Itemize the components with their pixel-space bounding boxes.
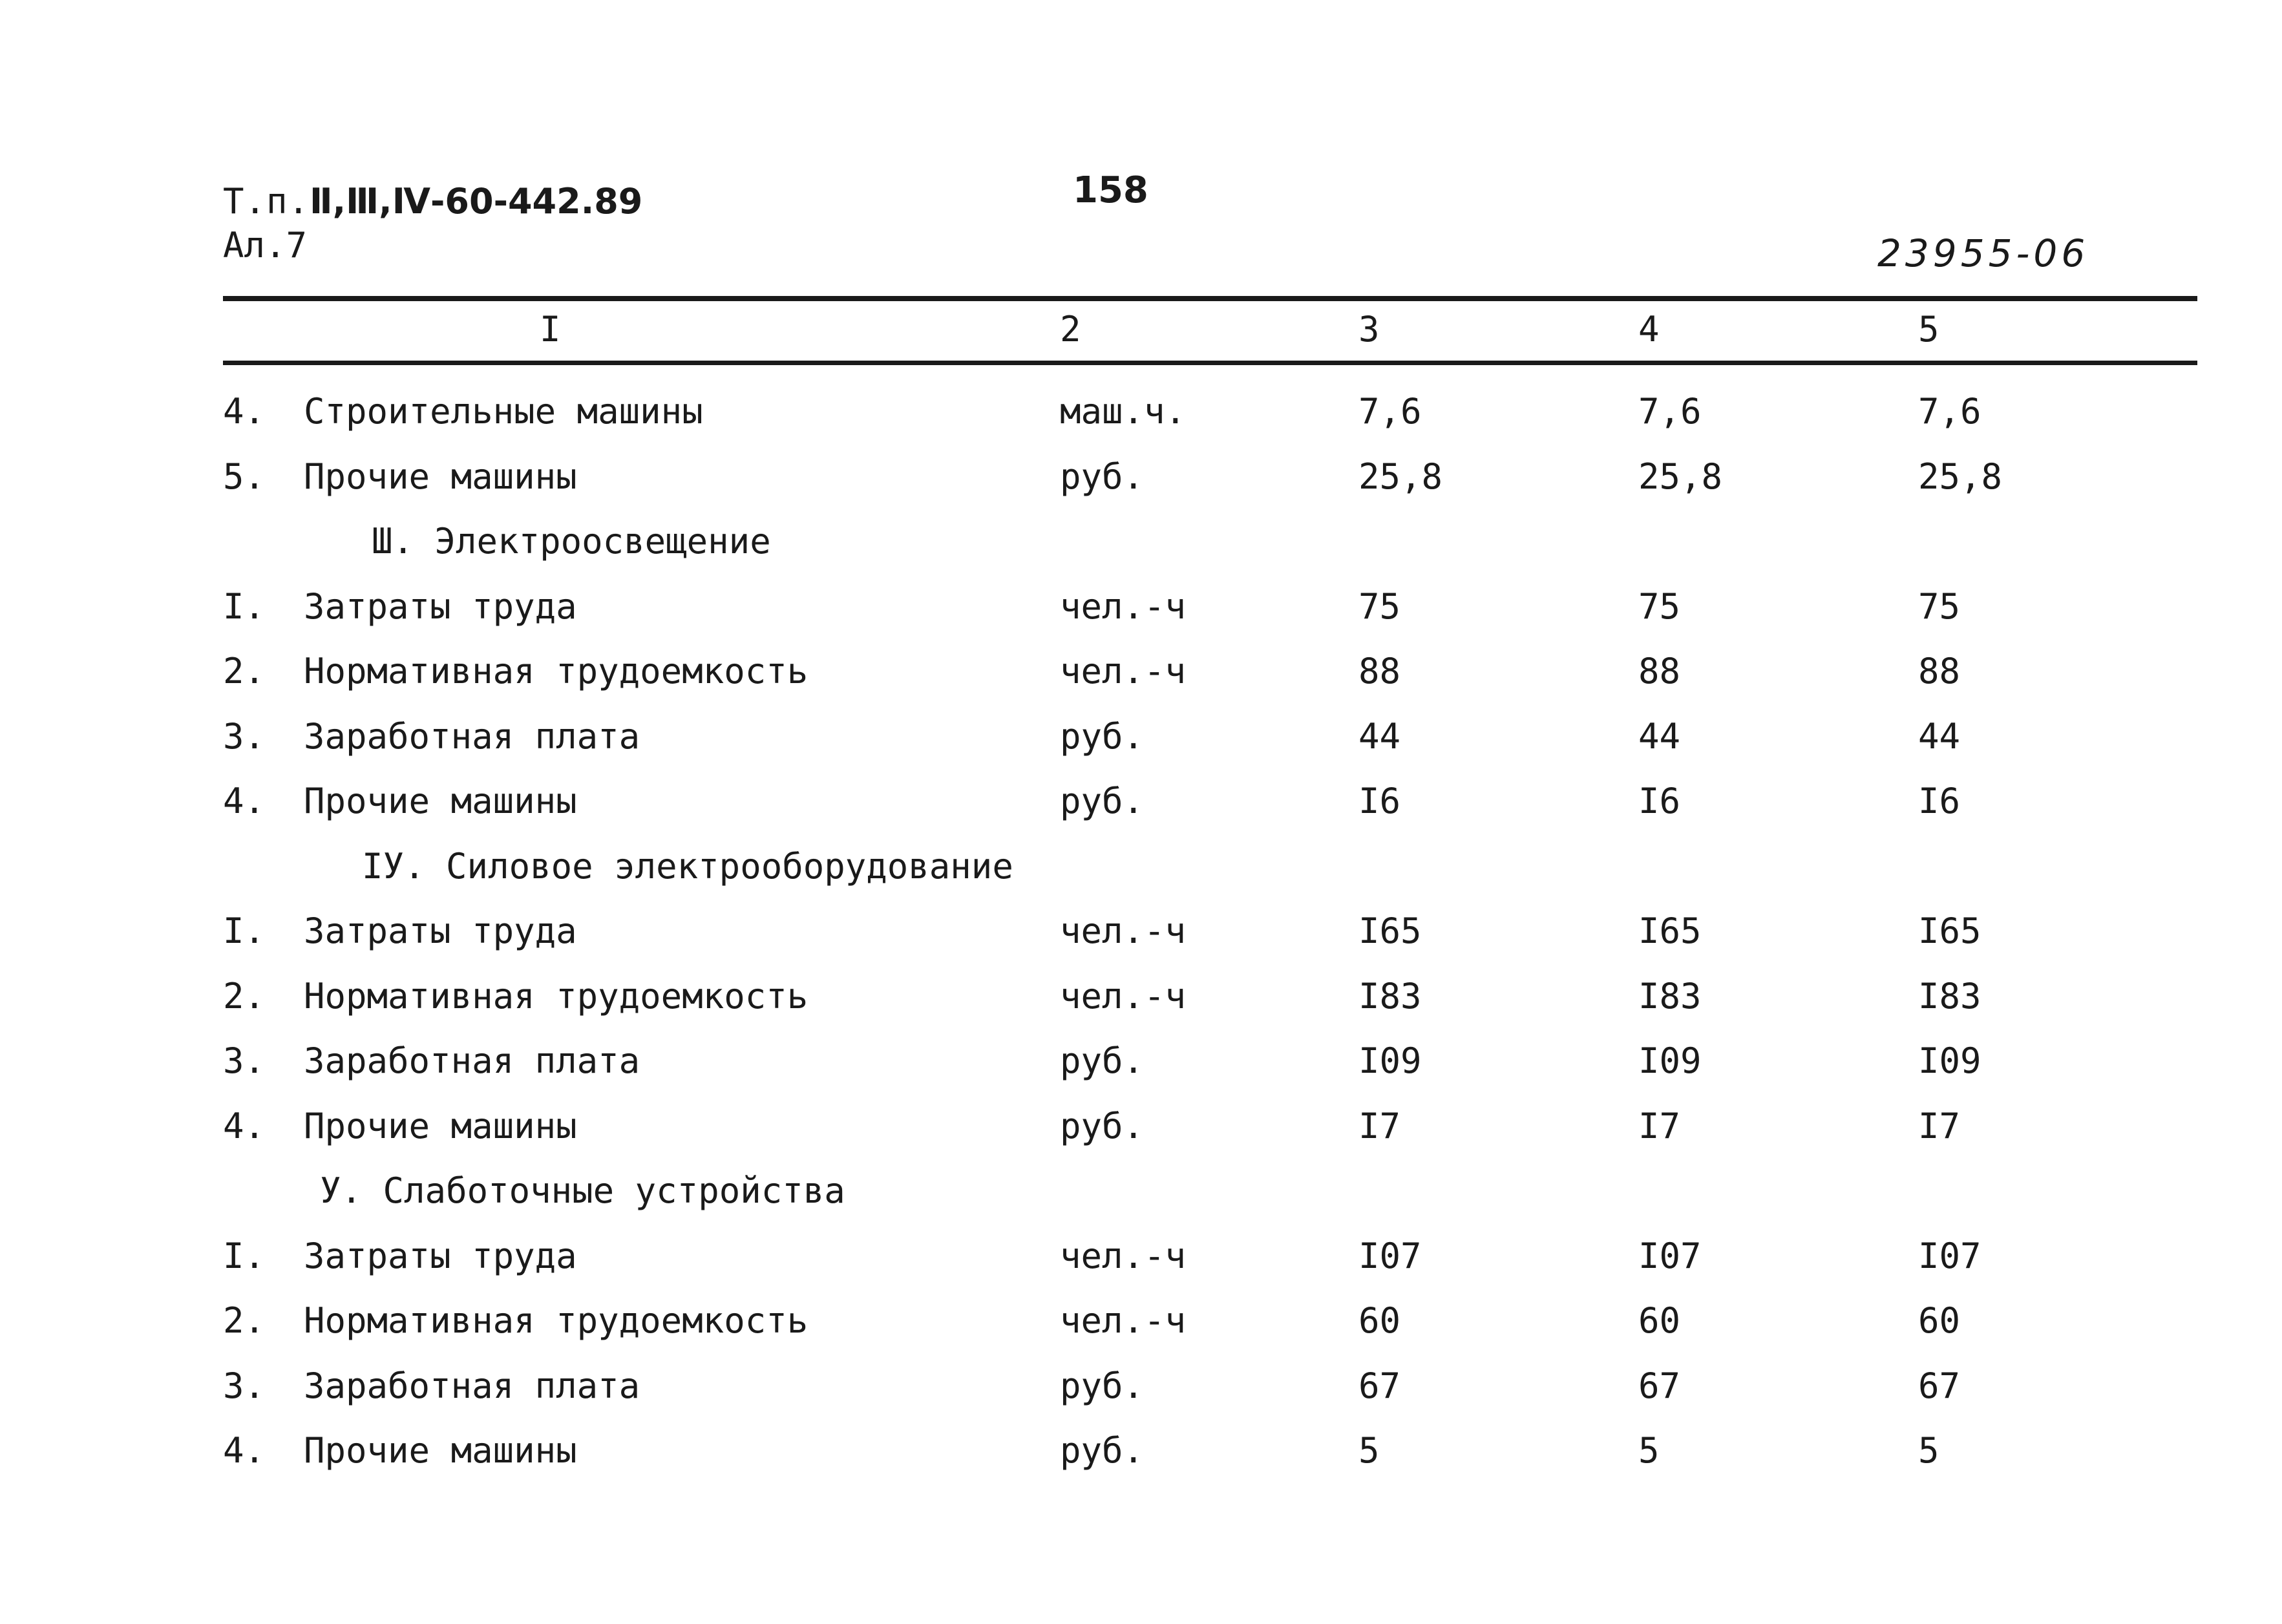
value-col-3: 88 — [1358, 651, 1401, 691]
value-col-4: 60 — [1638, 1300, 1681, 1341]
item-unit: чел.-ч — [1060, 911, 1187, 951]
column-header-1: I — [540, 309, 561, 350]
item-name: Прочие машины — [304, 781, 577, 821]
value-col-3: 5 — [1358, 1430, 1380, 1471]
value-col-4: 75 — [1638, 585, 1681, 627]
item-name: Заработная плата — [304, 1365, 640, 1406]
document-code-series: Ⅱ,Ⅲ,Ⅳ-60-442.89 — [310, 181, 643, 222]
item-number: 4. — [223, 1430, 266, 1471]
value-col-4: I7 — [1638, 1105, 1681, 1146]
table-row — [0, 456, 2282, 521]
table-row — [0, 976, 2282, 1040]
item-unit: руб. — [1060, 1365, 1145, 1406]
section-heading-row — [0, 1170, 2282, 1235]
value-col-3: I6 — [1358, 781, 1401, 821]
section-title: У. Слаботочные устройства — [320, 1170, 845, 1211]
item-name: Прочие машины — [304, 456, 577, 497]
item-name: Затраты труда — [304, 585, 577, 627]
value-col-4: I07 — [1638, 1235, 1702, 1276]
value-col-3: I09 — [1358, 1040, 1422, 1081]
item-unit: чел.-ч — [1060, 1235, 1187, 1276]
item-unit: маш.ч. — [1060, 391, 1187, 432]
item-number: 4. — [223, 1105, 266, 1146]
item-number: 2. — [223, 1300, 266, 1341]
column-header-5: 5 — [1918, 309, 1939, 350]
value-col-4: 67 — [1638, 1365, 1681, 1406]
item-number: 2. — [223, 975, 266, 1017]
item-unit: руб. — [1060, 715, 1145, 757]
item-unit: чел.-ч — [1060, 1300, 1187, 1341]
column-header-2: 2 — [1060, 309, 1081, 350]
item-name: Нормативная трудоемкость — [304, 975, 808, 1017]
value-col-4: I09 — [1638, 1040, 1702, 1081]
page-number: 158 — [1073, 169, 1148, 211]
section-title: Ш. Электроосвещение — [372, 521, 771, 562]
value-col-5: 25,8 — [1918, 456, 2003, 497]
section-heading-row — [0, 846, 2282, 911]
table-row — [0, 781, 2282, 845]
column-header-4: 4 — [1638, 309, 1660, 350]
value-col-5: 88 — [1918, 651, 1961, 691]
table-row — [0, 391, 2282, 456]
table-row — [0, 651, 2282, 715]
item-name: Заработная плата — [304, 715, 640, 757]
value-col-5: I6 — [1918, 781, 1961, 821]
value-col-5: 7,6 — [1918, 391, 1981, 432]
value-col-5: I7 — [1918, 1105, 1961, 1146]
item-name: Нормативная трудоемкость — [304, 1300, 808, 1341]
section-heading-row — [0, 521, 2282, 585]
item-name: Заработная плата — [304, 1040, 640, 1081]
item-number: 3. — [223, 1040, 266, 1081]
value-col-3: I7 — [1358, 1105, 1401, 1146]
item-name: Затраты труда — [304, 1235, 577, 1276]
item-unit: чел.-ч — [1060, 651, 1187, 691]
value-col-3: 75 — [1358, 585, 1401, 627]
document-code — [223, 181, 642, 222]
table-row — [0, 1366, 2282, 1430]
value-col-5: 75 — [1918, 585, 1961, 627]
item-name: Нормативная трудоемкость — [304, 651, 808, 691]
value-col-3: 25,8 — [1358, 456, 1443, 497]
value-col-5: 44 — [1918, 715, 1961, 757]
value-col-5: 67 — [1918, 1365, 1961, 1406]
column-header-3: 3 — [1358, 309, 1380, 350]
value-col-4: 5 — [1638, 1430, 1660, 1471]
item-number: 3. — [223, 715, 266, 757]
value-col-5: 60 — [1918, 1300, 1961, 1341]
value-col-5: I09 — [1918, 1040, 1981, 1081]
table-row — [0, 1236, 2282, 1300]
value-col-4: 25,8 — [1638, 456, 1723, 497]
value-col-5: I83 — [1918, 975, 1981, 1017]
value-col-4: 7,6 — [1638, 391, 1702, 432]
table-row — [0, 586, 2282, 651]
item-number: 2. — [223, 651, 266, 691]
item-number: 5. — [223, 456, 266, 497]
item-name: Затраты труда — [304, 911, 577, 951]
item-unit: руб. — [1060, 1430, 1145, 1471]
item-unit: руб. — [1060, 781, 1145, 821]
item-unit: руб. — [1060, 1105, 1145, 1146]
table-row — [0, 1040, 2282, 1105]
value-col-4: 44 — [1638, 715, 1681, 757]
table-row — [0, 1430, 2282, 1495]
value-col-5: I07 — [1918, 1235, 1981, 1276]
item-name: Прочие машины — [304, 1430, 577, 1471]
table-row — [0, 1300, 2282, 1365]
item-number: I. — [223, 585, 266, 627]
item-number: 4. — [223, 781, 266, 821]
value-col-4: I65 — [1638, 911, 1702, 951]
document-code-prefix: Т.п. — [223, 181, 310, 222]
value-col-3: 60 — [1358, 1300, 1401, 1341]
album-label: Ал.7 — [223, 225, 308, 266]
item-unit: чел.-ч — [1060, 585, 1187, 627]
value-col-3: 67 — [1358, 1365, 1401, 1406]
value-col-3: 7,6 — [1358, 391, 1422, 432]
value-col-4: I83 — [1638, 975, 1702, 1017]
item-unit: руб. — [1060, 456, 1145, 497]
table-row — [0, 911, 2282, 975]
item-unit: руб. — [1060, 1040, 1145, 1081]
value-col-3: 44 — [1358, 715, 1401, 757]
item-name: Прочие машины — [304, 1105, 577, 1146]
item-number: I. — [223, 911, 266, 951]
value-col-3: I07 — [1358, 1235, 1422, 1276]
table-header-rule — [223, 361, 2197, 365]
value-col-4: 88 — [1638, 651, 1681, 691]
table-row — [0, 716, 2282, 781]
value-col-4: I6 — [1638, 781, 1681, 821]
item-number: 3. — [223, 1365, 266, 1406]
section-title: IУ. Силовое электрооборудование — [362, 845, 1013, 887]
archive-number: 23955-06 — [1877, 231, 2089, 275]
value-col-5: 5 — [1918, 1430, 1939, 1471]
value-col-5: I65 — [1918, 911, 1981, 951]
item-unit: чел.-ч — [1060, 975, 1187, 1017]
item-number: I. — [223, 1235, 266, 1276]
value-col-3: I65 — [1358, 911, 1422, 951]
table-top-rule — [223, 296, 2197, 301]
value-col-3: I83 — [1358, 975, 1422, 1017]
item-name: Строительные машины — [304, 391, 703, 432]
table-row — [0, 1106, 2282, 1170]
item-number: 4. — [223, 391, 266, 432]
